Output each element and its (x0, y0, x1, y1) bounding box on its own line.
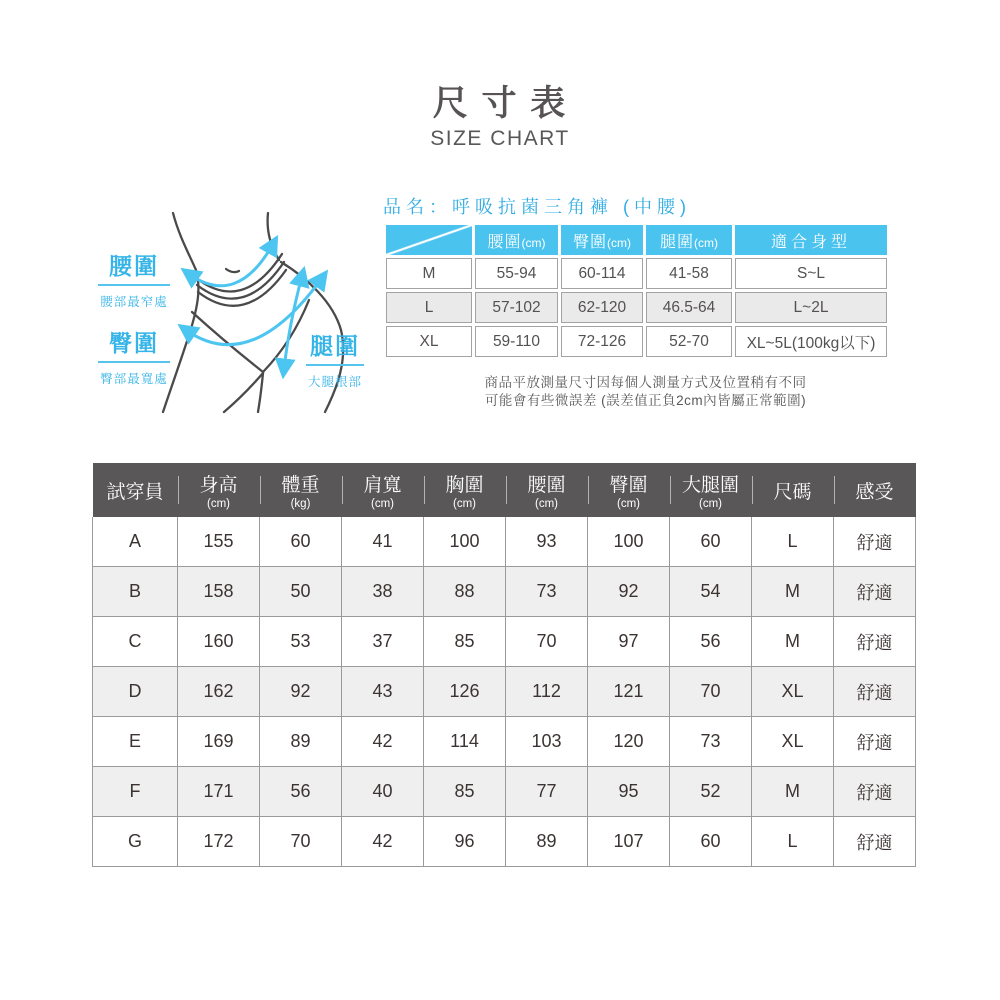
fitting-table-cell: 88 (424, 567, 506, 617)
fitting-table-cell: 107 (588, 817, 670, 867)
fitting-table-cell: C (93, 617, 178, 667)
fitting-table-cell: F (93, 767, 178, 817)
fitting-table-cell: 96 (424, 817, 506, 867)
fitting-table-cell: 舒適 (834, 567, 916, 617)
fitting-table-cell: 103 (506, 717, 588, 767)
fitting-table-cell: B (93, 567, 178, 617)
note-line-1: 商品平放測量尺寸因每個人測量方式及位置稍有不同 (484, 375, 807, 390)
fitting-table-cell: 114 (424, 717, 506, 767)
fitting-table-cell: 42 (342, 817, 424, 867)
thigh-label: 腿圍 (310, 333, 360, 359)
fitting-table-body (93, 517, 916, 867)
fitting-table-cell: 126 (424, 667, 506, 717)
fitting-table-cell: 56 (260, 767, 342, 817)
fitting-table-cell: 60 (260, 517, 342, 567)
size-table-row (386, 326, 887, 357)
size-table-cell: XL (386, 326, 472, 357)
size-table-col-header: 適合身型 (735, 225, 887, 255)
fitting-table (92, 463, 916, 867)
fitting-table-row (93, 817, 916, 867)
fitting-table-cell: XL (752, 667, 834, 717)
fitting-table-col-header: 臀圍 (cm) (588, 463, 670, 517)
fitting-table-cell: 43 (342, 667, 424, 717)
size-table-cell: 46.5-64 (646, 292, 732, 323)
fitting-table-cell: 97 (588, 617, 670, 667)
fitting-table-cell: 舒適 (834, 617, 916, 667)
fitting-table-cell: 100 (588, 517, 670, 567)
label-underline (98, 361, 170, 363)
fitting-table-cell: M (752, 567, 834, 617)
size-range-table (383, 222, 890, 360)
fitting-table-cell: L (752, 517, 834, 567)
fitting-table-col-header: 腰圍 (cm) (506, 463, 588, 517)
size-table-cell: L (386, 292, 472, 323)
size-table-col-header: 腰圍(cm) (475, 225, 558, 255)
fitting-table-col-header: 肩寬 (cm) (342, 463, 424, 517)
size-table-cell: 52-70 (646, 326, 732, 357)
size-table-cell: 62-120 (561, 292, 643, 323)
fitting-table-cell: 85 (424, 617, 506, 667)
fitting-table-cell: 158 (178, 567, 260, 617)
fitting-table-cell: 77 (506, 767, 588, 817)
fitting-table-cell: 112 (506, 667, 588, 717)
fitting-table-cell: 73 (506, 567, 588, 617)
fitting-table-col-header: 胸圍 (cm) (424, 463, 506, 517)
fitting-table-col-header: 試穿員 (93, 463, 178, 517)
fitting-table-cell: 70 (670, 667, 752, 717)
fitting-table-cell: 73 (670, 717, 752, 767)
fitting-table-cell: M (752, 767, 834, 817)
size-table-cell: 57-102 (475, 292, 558, 323)
fitting-table-cell: 89 (260, 717, 342, 767)
fitting-table-col-header: 體重 (kg) (260, 463, 342, 517)
fitting-table-cell: 70 (260, 817, 342, 867)
hip-label: 臀圍 (109, 330, 159, 356)
fitting-table-cell: 93 (506, 517, 588, 567)
fitting-table-col-header: 尺碼 (752, 463, 834, 517)
fitting-table-row (93, 517, 916, 567)
fitting-table-cell: 舒適 (834, 517, 916, 567)
fitting-table-cell: E (93, 717, 178, 767)
fitting-table-cell: 92 (260, 667, 342, 717)
fitting-table-cell: 41 (342, 517, 424, 567)
fitting-table-cell: 舒適 (834, 767, 916, 817)
fitting-table-cell: 52 (670, 767, 752, 817)
fitting-table-cell: 60 (670, 817, 752, 867)
fitting-table-cell: 95 (588, 767, 670, 817)
fitting-table-cell: 40 (342, 767, 424, 817)
fitting-table-cell: 172 (178, 817, 260, 867)
size-table-cell: 41-58 (646, 258, 732, 289)
waist-label-group (98, 248, 170, 310)
fitting-table-cell: 100 (424, 517, 506, 567)
size-table-corner-cell (386, 225, 472, 255)
fitting-table-cell: D (93, 667, 178, 717)
size-table-col-header: 腿圍(cm) (646, 225, 732, 255)
note-line-2: 可能會有些微誤差 (誤差值正負2cm內皆屬正常範圍) (484, 393, 807, 408)
fitting-table-cell: 92 (588, 567, 670, 617)
size-table-cell: XL~5L(100kg以下) (735, 326, 887, 357)
fitting-table-cell: 舒適 (834, 667, 916, 717)
fitting-table-cell: L (752, 817, 834, 867)
waist-label-desc: 腰部最窄處 (100, 295, 168, 309)
fitting-table-cell: 50 (260, 567, 342, 617)
fitting-table-cell: 54 (670, 567, 752, 617)
page-subtitle: SIZE CHART (430, 127, 570, 150)
measurement-arrows (186, 244, 322, 369)
size-table-cell: L~2L (735, 292, 887, 323)
fitting-table-cell: 155 (178, 517, 260, 567)
fitting-table-row (93, 567, 916, 617)
measurement-note (388, 374, 903, 410)
fitting-table-row (93, 617, 916, 667)
fitting-table-cell: 70 (506, 617, 588, 667)
fitting-table-cell: M (752, 617, 834, 667)
fitting-table-header-row (93, 463, 916, 517)
fitting-table-col-header: 身高 (cm) (178, 463, 260, 517)
fitting-table-cell: 85 (424, 767, 506, 817)
page-title: 尺 寸 表 (432, 84, 568, 123)
fitting-table-cell: 42 (342, 717, 424, 767)
waist-label: 腰圍 (109, 253, 159, 279)
fitting-table-cell: 89 (506, 817, 588, 867)
fitting-table-cell: 121 (588, 667, 670, 717)
fitting-table-cell: 171 (178, 767, 260, 817)
size-table-cell: 60-114 (561, 258, 643, 289)
fitting-table-row (93, 717, 916, 767)
thigh-label-desc: 大腿根部 (307, 375, 362, 389)
fitting-table-cell: 37 (342, 617, 424, 667)
thigh-label-group (306, 328, 364, 390)
fitting-table-cell: 53 (260, 617, 342, 667)
fitting-table-row (93, 667, 916, 717)
fitting-table-cell: A (93, 517, 178, 567)
hip-label-desc: 臀部最寬處 (100, 372, 168, 386)
fitting-table-cell: 56 (670, 617, 752, 667)
fitting-table-cell: 舒適 (834, 717, 916, 767)
fitting-table-cell: 169 (178, 717, 260, 767)
hip-arrow (186, 278, 322, 345)
fitting-table-row (93, 767, 916, 817)
fitting-table-cell: XL (752, 717, 834, 767)
size-table-cell: S~L (735, 258, 887, 289)
product-name: 品名：呼吸抗菌三角褲 (中腰) (383, 197, 691, 217)
fitting-table-cell: 60 (670, 517, 752, 567)
size-table-cell: M (386, 258, 472, 289)
fitting-table-cell: 38 (342, 567, 424, 617)
size-table-col-header: 臀圍(cm) (561, 225, 643, 255)
size-table-header-row (386, 225, 887, 255)
size-table-row (386, 292, 887, 323)
fitting-table-cell: 162 (178, 667, 260, 717)
size-table-body (386, 258, 887, 357)
measurement-diagram (85, 190, 385, 422)
fitting-table-col-header: 感受 (834, 463, 916, 517)
fitting-table-col-header: 大腿圍 (cm) (670, 463, 752, 517)
size-table-cell: 59-110 (475, 326, 558, 357)
size-table-row (386, 258, 887, 289)
fitting-table-cell: 120 (588, 717, 670, 767)
size-table-cell: 72-126 (561, 326, 643, 357)
label-underline (98, 284, 170, 286)
label-underline (306, 364, 364, 366)
fitting-table-cell: G (93, 817, 178, 867)
size-table-cell: 55-94 (475, 258, 558, 289)
fitting-table-cell: 160 (178, 617, 260, 667)
fitting-table-cell: 舒適 (834, 817, 916, 867)
hip-label-group (98, 325, 170, 387)
